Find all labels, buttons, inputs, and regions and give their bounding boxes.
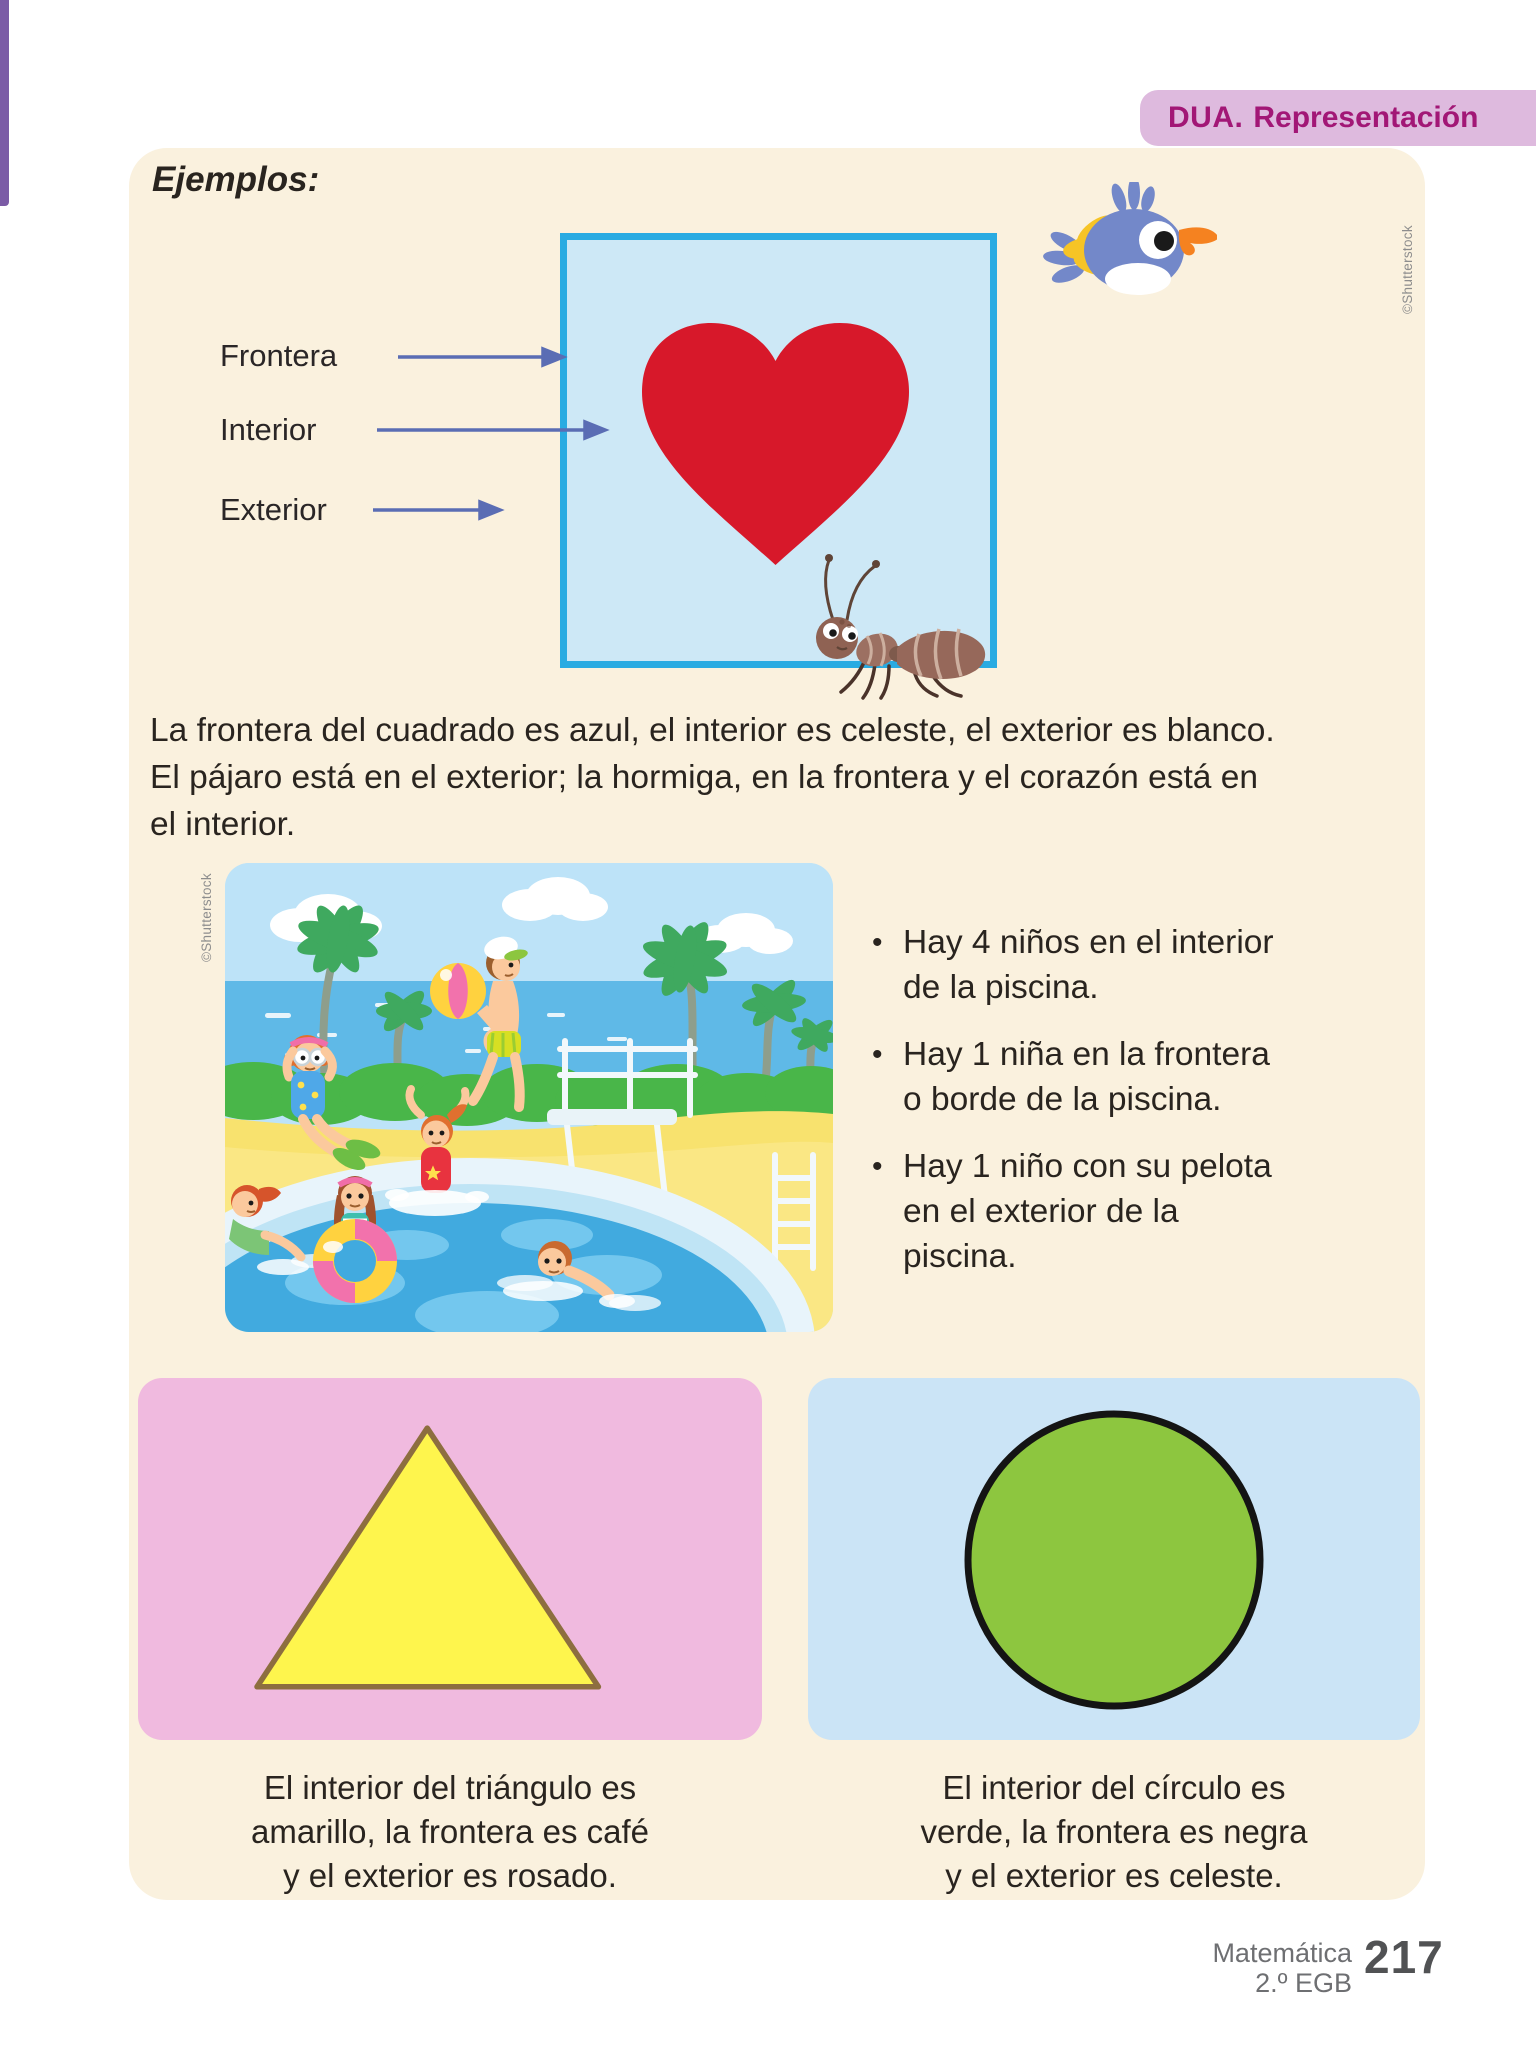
caption-line: y el exterior es celeste. xyxy=(945,1857,1283,1894)
label-frontera: Frontera xyxy=(220,338,338,373)
bullet-icon: • xyxy=(872,926,883,959)
bullet-line: Hay 4 niños en el interior xyxy=(903,924,1274,961)
bullet-icon: • xyxy=(872,1038,883,1071)
page-number: 217 xyxy=(1364,1931,1444,1983)
caption-line: El interior del triángulo es xyxy=(263,1769,637,1806)
pool-scene-illustration xyxy=(225,863,833,1332)
bird-icon xyxy=(1042,182,1217,307)
paragraph-line: el interior. xyxy=(150,806,296,843)
circle-example-box xyxy=(808,1378,1420,1740)
paragraph-line: El pájaro está en el exterior; la hormiga, en la frontera y el corazón está en xyxy=(150,759,1258,796)
bullet-line: de la piscina. xyxy=(903,969,1099,1006)
triangle-icon xyxy=(138,1378,762,1740)
pool-bullet-list xyxy=(872,920,1412,1279)
circle-caption xyxy=(808,1766,1420,1898)
caption-line: amarillo, la frontera es café xyxy=(250,1813,649,1850)
dua-representacion-badge xyxy=(1140,90,1536,146)
label-exterior: Exterior xyxy=(220,492,327,527)
caption-line: El interior del círculo es xyxy=(942,1769,1286,1806)
triangle-example-box xyxy=(138,1378,762,1740)
caption-line: y el exterior es rosado. xyxy=(283,1857,617,1894)
arrowhead-exterior-icon xyxy=(480,502,500,518)
bullet-line: Hay 1 niño con su pelota xyxy=(903,1148,1272,1185)
list-item xyxy=(872,1032,1412,1122)
bullet-line: Hay 1 niña en la frontera xyxy=(903,1036,1270,1073)
page-title: Ejemplos: xyxy=(152,160,320,199)
arrowhead-interior-icon xyxy=(585,422,605,438)
list-item xyxy=(872,1144,1412,1279)
ant-icon xyxy=(795,548,995,700)
footer-subject-line: Matemática xyxy=(1212,1938,1352,1968)
circle-icon xyxy=(808,1378,1420,1740)
paragraph-line: La frontera del cuadrado es azul, el interior es celeste, el exterior es blanco. xyxy=(150,712,1275,749)
caption-line: verde, la frontera es negra xyxy=(920,1813,1308,1850)
swim-ring xyxy=(313,1219,397,1303)
label-interior: Interior xyxy=(220,412,317,447)
triangle-caption xyxy=(138,1766,762,1898)
dua-label: Representación xyxy=(1253,101,1479,134)
diving-board-platform xyxy=(547,1109,677,1125)
list-item xyxy=(872,920,1412,1010)
footer-grade-line: 2.º EGB xyxy=(1255,1968,1352,1998)
dua-prefix: DUA. xyxy=(1168,101,1244,134)
bullet-line: piscina. xyxy=(903,1238,1017,1275)
diagram-arrows xyxy=(340,340,630,530)
footer-subject xyxy=(1212,1938,1352,1998)
page-edge-bar xyxy=(0,0,9,206)
shutterstock-credit: ©Shutterstock xyxy=(199,873,214,962)
bullet-line: o borde de la piscina. xyxy=(903,1081,1222,1118)
bullet-icon: • xyxy=(872,1150,883,1183)
shutterstock-credit: ©Shutterstock xyxy=(1400,225,1415,314)
arrowhead-frontera-icon xyxy=(543,349,563,365)
bullet-line: en el exterior de la xyxy=(903,1193,1179,1230)
